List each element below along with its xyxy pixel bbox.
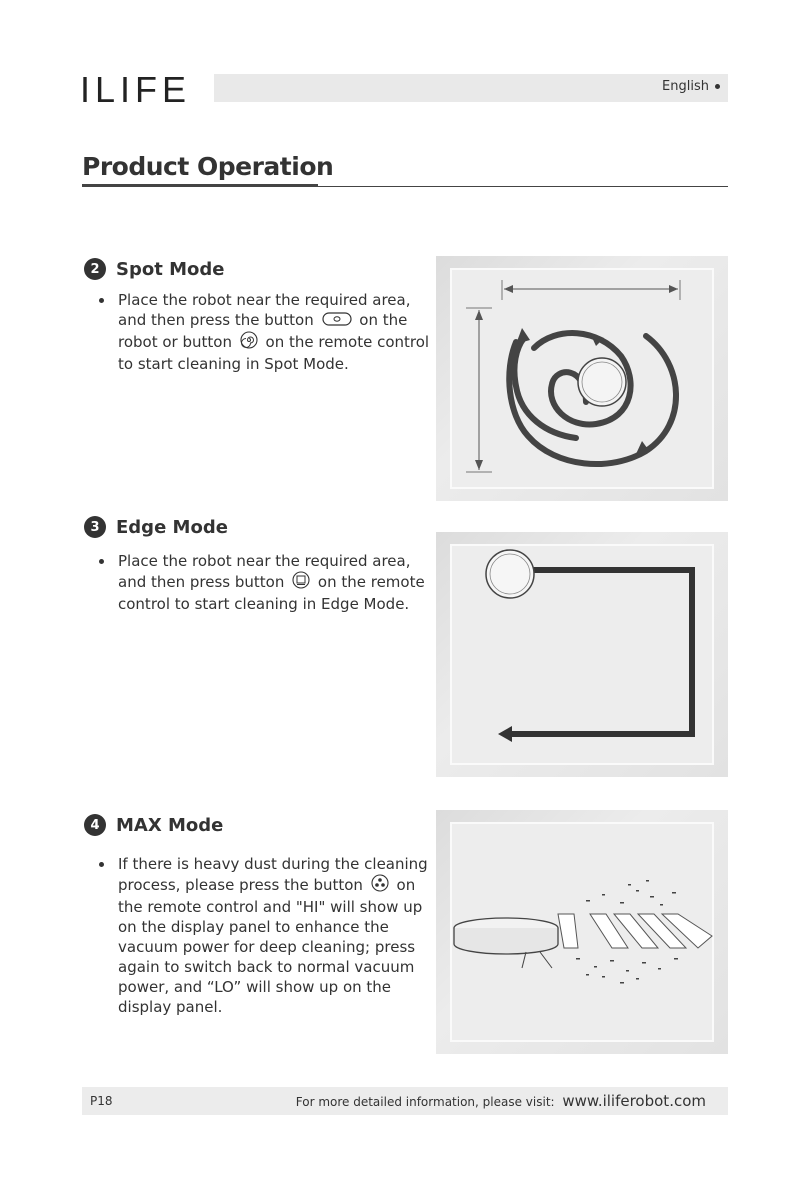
spot-mode-description [99,290,431,374]
language-label [662,79,720,94]
title-underline [82,184,318,187]
footer-band [82,1087,728,1115]
max-mode-title: MAX Mode [116,814,224,836]
bullet-dot [99,559,104,564]
spot-robot-button-icon [322,311,352,331]
brand-logo: ILIFE [80,69,192,110]
spiral-remote-button-icon [240,331,258,354]
page-number: P18 [90,1094,113,1108]
edge-mode-text-2: on the remote control to start cleaning in Edge Mode. [118,573,425,613]
max-mode-text-2: on the remote control and "HI" will show up on the display panel to enhance the vacuum power for deep cleaning; press again to switch back to normal vacuum power, and “LO” will show up on the display panel. [118,876,423,1016]
bullet-dot [99,862,104,867]
edge-button-icon [292,571,310,594]
edge-path [506,570,692,734]
section-title: Product Operation [82,152,334,181]
spot-mode-number: 2 [84,258,106,280]
max-mode-description [99,854,431,1017]
header-band [214,74,728,102]
robot-icon [486,550,534,598]
spot-mode-text-3: on the remote control to start cleaning in Spot Mode. [118,332,430,373]
spot-mode-figure [436,256,728,501]
spot-mode-diagram [436,256,728,501]
max-mode-heading [84,814,223,836]
max-mode-text-1: If there is heavy dust during the cleaning process, please press the button [118,855,428,894]
max-mode-diagram [436,810,728,1054]
max-mode-figure [436,810,728,1054]
edge-mode-description [99,551,431,614]
edge-mode-number: 3 [84,516,106,538]
spot-mode-text-1: Place the robot near the required area, and then press the button [118,291,411,329]
spot-mode-heading [84,258,224,280]
footer-url-link[interactable]: www.iliferobot.com [562,1092,706,1110]
language-dot-icon [715,84,720,89]
spot-mode-title: Spot Mode [116,258,225,280]
edge-mode-figure [436,532,728,777]
max-mode-number: 4 [84,814,106,836]
edge-mode-diagram [436,532,728,777]
edge-mode-title: Edge Mode [116,516,228,538]
language-text: English [662,79,709,94]
edge-mode-text-1: Place the robot near the required area, and then press button [118,552,411,591]
fan-button-icon [371,874,389,897]
edge-mode-heading [84,516,228,538]
footer-info-text: For more detailed information, please visit: [295,1095,555,1109]
spot-mode-text-2: on the robot or button [118,311,408,351]
footer-text [296,1092,706,1110]
robot-icon [578,358,626,406]
bullet-dot [99,298,104,303]
